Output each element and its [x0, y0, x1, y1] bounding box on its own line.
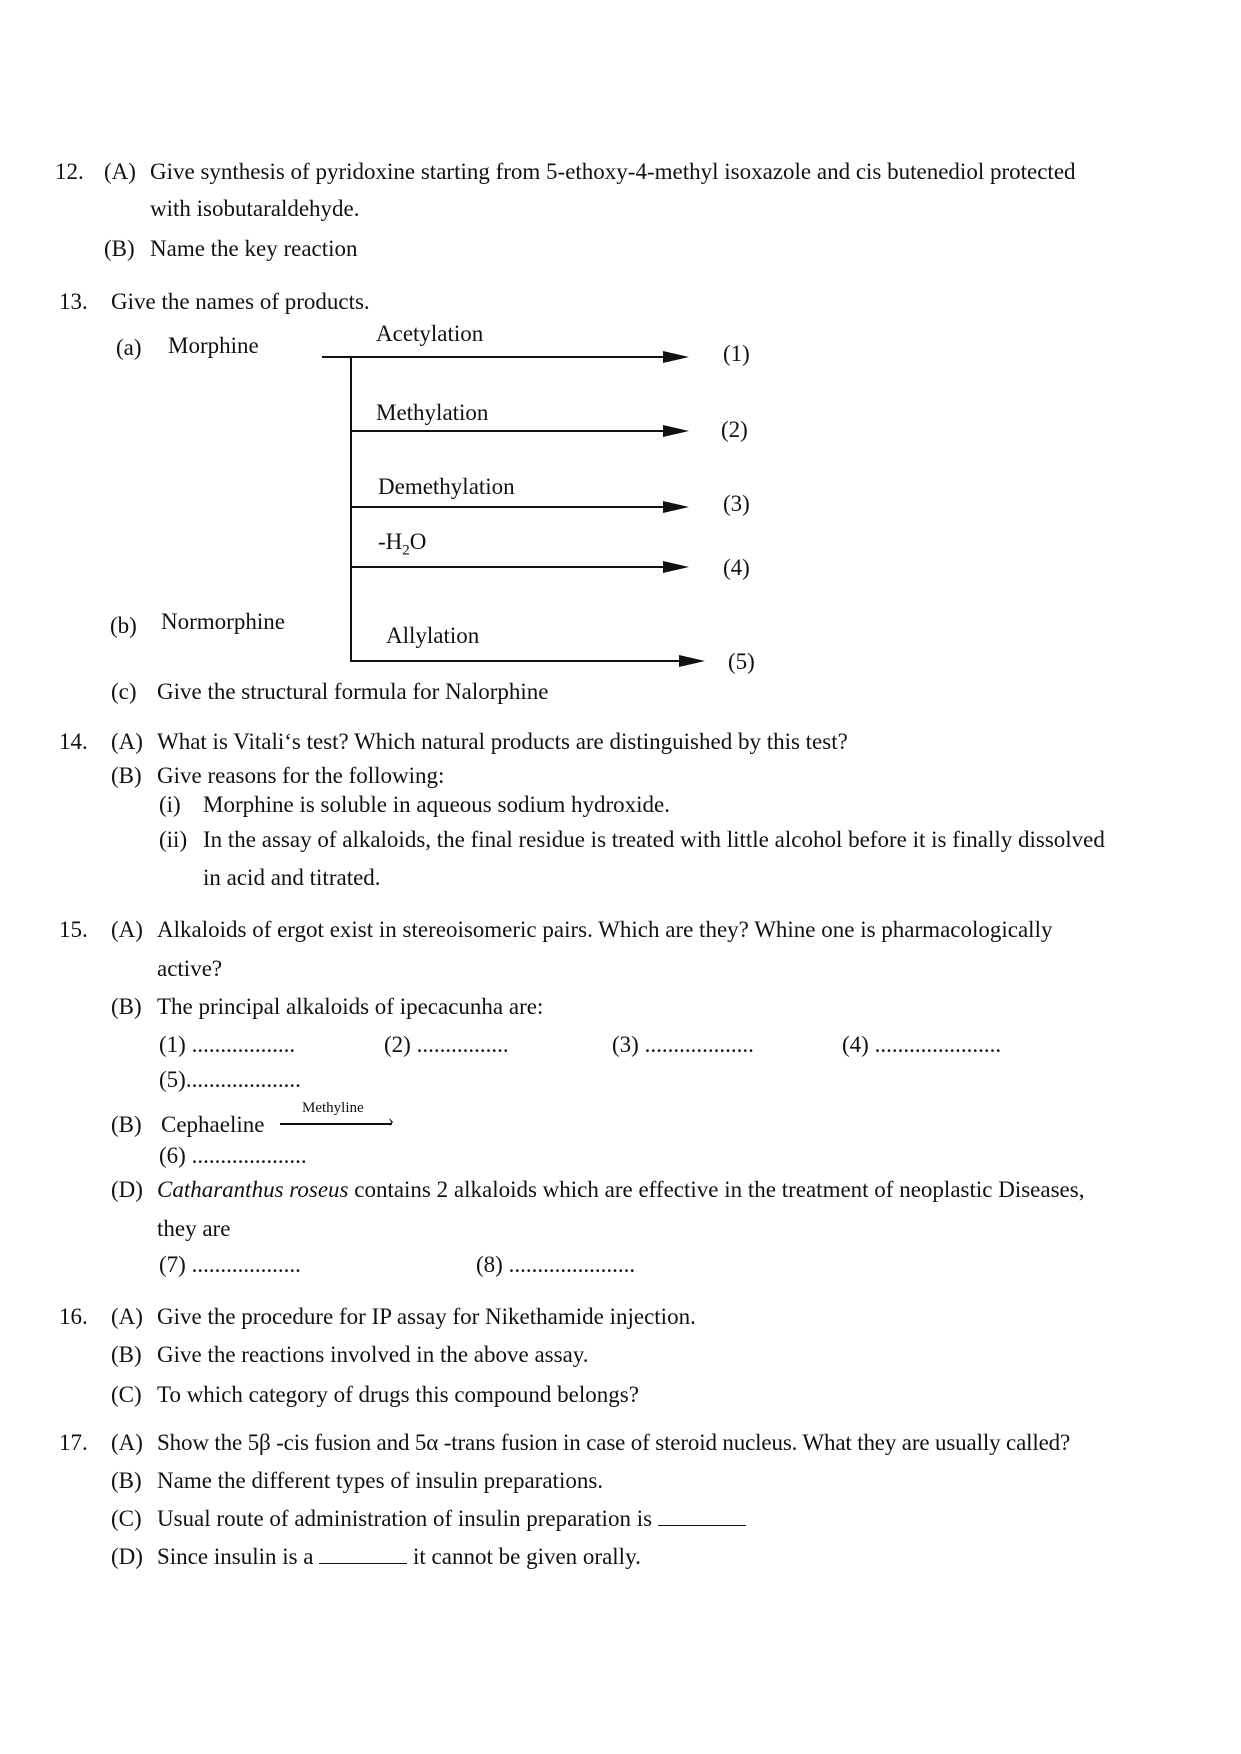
question-text: active?: [157, 956, 223, 981]
arrowhead-icon: [679, 655, 705, 667]
question-number: 16.: [59, 1304, 88, 1329]
question-text: Give the names of products.: [111, 289, 370, 314]
product-label: (1): [723, 341, 750, 366]
reactant-label: Morphine: [168, 333, 259, 358]
reaction-arrow: [350, 506, 682, 508]
answer-blank: (2) ................: [384, 1032, 509, 1057]
question-number: 14.: [59, 729, 88, 754]
answer-blank: (7) ...................: [159, 1252, 301, 1277]
reaction-label: Acetylation: [376, 321, 484, 346]
part-label: (B): [111, 1468, 142, 1493]
question-text: Name the key reaction: [150, 236, 358, 261]
question-number: 15.: [59, 917, 88, 942]
reaction-label: $-H_2O$: [378, 529, 427, 559]
question-text: Give the procedure for IP assay for Nikethamide injection.: [157, 1304, 696, 1329]
question-text: What is Vitali‘s test? Which natural products are distinguished by this test?: [157, 729, 848, 754]
part-label: (A): [104, 159, 136, 184]
question-number: 13.: [59, 289, 88, 314]
fill-in-blank: [319, 1562, 407, 1564]
reaction-label: Allylation: [386, 623, 480, 648]
reaction-label: Methylation: [376, 400, 489, 425]
reaction-arrow: [350, 430, 682, 432]
product-label: (3): [723, 491, 750, 516]
part-label: (b): [110, 613, 137, 638]
question-text: Since insulin is a it cannot be given orally.: [157, 1544, 641, 1569]
reactant-label: Cephaeline: [161, 1112, 265, 1137]
part-label: (a): [116, 335, 142, 360]
part-label: (C): [111, 1382, 142, 1407]
question-text: Show the 5β -cis fusion and 5α -trans fusion in case of steroid nucleus. What they are usually called?: [157, 1430, 1071, 1455]
part-label: (D): [111, 1544, 143, 1569]
answer-blank: (4) ......................: [842, 1032, 1002, 1057]
answer-blank: (6) ....................: [159, 1143, 307, 1168]
part-label: (c): [111, 679, 137, 704]
question-text: To which category of drugs this compound belongs?: [157, 1382, 639, 1407]
question-text: Catharanthus roseus contains 2 alkaloids which are effective in the treatment of neoplastic Diseases,: [157, 1177, 1085, 1202]
reaction-arrow: [350, 566, 682, 568]
part-label: (B): [111, 763, 142, 788]
question-text: Alkaloids of ergot exist in stereoisomeric pairs. Which are they? Whine one is pharmacologically: [157, 917, 1053, 942]
arrowhead-icon: [663, 501, 689, 513]
fill-in-blank: [658, 1524, 746, 1526]
question-text: Give the reactions involved in the above assay.: [157, 1342, 589, 1367]
scheme-vertical-line: [350, 356, 352, 660]
arrowhead-icon: ›: [388, 1110, 394, 1130]
reaction-arrow: [322, 356, 682, 358]
arrowhead-icon: [663, 351, 689, 363]
question-number: 17.: [59, 1430, 88, 1455]
reaction-label: Demethylation: [378, 474, 515, 499]
reaction-arrow: [280, 1123, 392, 1125]
question-number: 12.: [55, 159, 84, 184]
part-label: (B): [111, 1342, 142, 1367]
question-text: Usual route of administration of insulin preparation is: [157, 1507, 746, 1530]
question-text: The principal alkaloids of ipecacunha are:: [157, 994, 544, 1019]
part-label: (A): [111, 729, 143, 754]
question-text: Give the structural formula for Nalorphine: [157, 679, 549, 704]
question-text: Name the different types of insulin preparations.: [157, 1468, 604, 1493]
question-text: Give reasons for the following:: [157, 763, 445, 788]
part-label: (B): [111, 1112, 142, 1137]
question-text: with isobutaraldehyde.: [150, 196, 360, 221]
answer-blank: (3) ...................: [612, 1032, 754, 1057]
part-label: (A): [111, 917, 143, 942]
sub-part-label: (i): [159, 792, 181, 817]
part-label: (B): [111, 994, 142, 1019]
answer-blank: (5)....................: [159, 1067, 301, 1092]
arrowhead-icon: [663, 561, 689, 573]
question-text: in acid and titrated.: [203, 865, 381, 890]
reaction-label: Methyline: [302, 1100, 364, 1116]
question-text: Give synthesis of pyridoxine starting from 5-ethoxy-4-methyl isoxazole and cis butenediol protected: [150, 159, 1076, 184]
product-label: (4): [723, 555, 750, 580]
answer-blank: (8) ......................: [476, 1252, 636, 1277]
product-label: (5): [728, 649, 755, 674]
part-label: (A): [111, 1430, 143, 1455]
reaction-arrow: [350, 660, 682, 662]
question-text: In the assay of alkaloids, the final residue is treated with little alcohol before it is finally dissolved: [203, 827, 1105, 852]
question-text: they are: [157, 1216, 231, 1241]
product-label: (2): [721, 417, 748, 442]
part-label: (D): [111, 1177, 143, 1202]
reactant-label: Normorphine: [161, 609, 285, 634]
sub-part-label: (ii): [159, 827, 188, 852]
part-label: (B): [104, 236, 135, 261]
question-text: Morphine is soluble in aqueous sodium hydroxide.: [203, 792, 670, 817]
part-label: (C): [111, 1506, 142, 1531]
arrowhead-icon: [663, 425, 689, 437]
answer-blank: (1) ..................: [159, 1032, 296, 1057]
part-label: (A): [111, 1304, 143, 1329]
